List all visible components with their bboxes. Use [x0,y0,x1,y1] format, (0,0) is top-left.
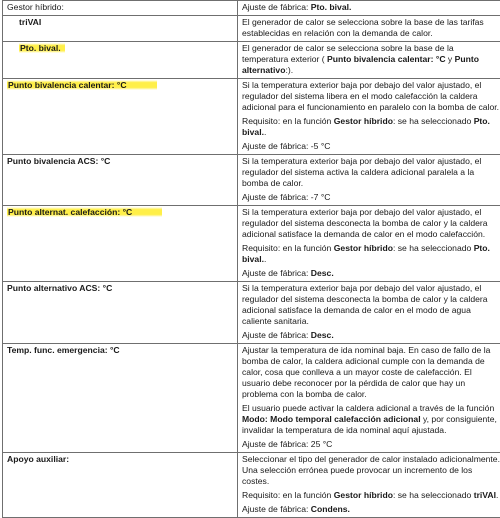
description-text: Ajuste de fábrica: -7 °C [242,192,330,202]
description-paragraph [242,403,500,436]
parameter-label: Temp. func. emergencia: °C [7,345,120,355]
description-paragraph [242,156,500,189]
description-text: El usuario puede activar la caldera adicional a través de la función [242,403,494,413]
description-text: : se ha seleccionado [393,243,474,253]
parameter-cell [3,79,238,155]
bold-term: triVAI [474,490,496,500]
bold-term: Pto. bival. [242,243,490,264]
description-text: y, por consiguiente, invalidar la temperatura de ida nominal aquí ajustada. [242,414,497,435]
description-cell [238,344,500,453]
bold-term: Desc. [311,330,334,340]
description-paragraph [242,330,500,341]
parameter-cell [3,1,238,16]
bold-term: Condens. [311,504,350,514]
table-row [3,344,500,453]
description-paragraph [242,243,500,265]
description-text: y [446,54,455,64]
description-text: Ajuste de fábrica: -5 °C [242,141,330,151]
parameter-label: Gestor híbrido: [7,2,64,12]
bold-term: Modo: Modo temporal calefacción adicional [242,414,421,424]
parameter-cell [3,16,238,42]
description-cell [238,282,500,344]
table-row [3,42,500,79]
description-text: . [264,127,266,137]
table-row [3,79,500,155]
bold-term: Gestor híbrido [334,243,393,253]
description-paragraph [242,439,500,450]
description-text: Si la temperatura exterior baja por debajo del valor ajustado, el regulador del sistema activa la caldera adicional paralela a la bomba de calor. [242,156,481,188]
description-text: Seleccionar el tipo del generador de calor instalado adicionalmente. Una selección errónea puede provocar un incremento de los costes. [242,454,500,486]
parameter-cell [3,155,238,206]
parameter-table-body [3,1,500,518]
description-paragraph [242,207,500,240]
description-text: Ajuste de fábrica: 25 °C [242,439,332,449]
description-text: Ajuste de fábrica: [242,2,311,12]
description-cell [238,79,500,155]
description-cell [238,42,500,79]
description-text: Si la temperatura exterior baja por debajo del valor ajustado, el regulador del sistema desconecta la bomba de calor y la caldera adicional satisface la demanda de calor en el modo calefacción. [242,207,488,239]
bold-term: Gestor híbrido [334,116,393,126]
parameter-cell [3,453,238,518]
description-text: El generador de calor se selecciona sobre la base de la temperatura exterior ( [242,43,454,64]
description-text: Si la temperatura exterior baja por debajo del valor ajustado, el regulador del sistema desconecta la bomba de calor y la caldera adicional satisface la demanda de calor en el modo de agua caliente sanitaria. [242,283,488,326]
description-paragraph [242,2,500,13]
description-text: Ajuste de fábrica: [242,268,311,278]
description-paragraph [242,283,500,327]
table-row [3,453,500,518]
description-text: El generador de calor se selecciona sobre la base de las tarifas establecidas en relación con la demanda de calor. [242,17,484,38]
description-paragraph [242,116,500,138]
description-cell [238,1,500,16]
bold-term: Pto. bival. [311,2,352,12]
parameter-label: Punto alternat. calefacción: °C [7,207,162,217]
bold-term: Desc. [311,268,334,278]
parameter-cell [3,282,238,344]
description-cell [238,206,500,282]
table-row [3,16,500,42]
description-paragraph [242,141,500,152]
description-text: Requisito: en la función [242,116,334,126]
description-text: :). [285,65,293,75]
description-paragraph [242,454,500,487]
bold-term: Pto. bival. [242,116,490,137]
description-text: : se ha seleccionado [393,116,474,126]
description-text: Si la temperatura exterior baja por debajo del valor ajustado, el regulador del sistema libera en el modo calefacción la caldera adicional para el funcionamiento en paralelo con la bomba de calor. [242,80,499,112]
parameter-cell [3,344,238,453]
description-text: Ajuste de fábrica: [242,330,311,340]
parameter-cell [3,42,238,79]
description-paragraph [242,504,500,515]
description-text: . [496,490,498,500]
bold-term: Punto bivalencia calentar: °C [327,54,446,64]
description-paragraph [242,192,500,203]
table-row [3,206,500,282]
description-cell [238,453,500,518]
parameter-table [2,0,500,518]
parameter-label: Punto bivalencia ACS: °C [7,156,110,166]
description-text: : se ha seleccionado [393,490,474,500]
description-text: . [264,254,266,264]
description-cell [238,16,500,42]
description-cell [238,155,500,206]
description-text: Requisito: en la función [242,243,334,253]
description-text: Requisito: en la función [242,490,334,500]
description-text: Ajustar la temperatura de ida nominal baja. En caso de fallo de la bomba de calor, la caldera adicional cumple con la demanda de calor, cosa que conlleva a un mayor coste de calefacción. El usuario debe reconocer por la pérdida de calor que hay un problema con la bomba de calor. [242,345,490,399]
table-row [3,282,500,344]
parameter-label: triVAI [19,17,41,27]
description-paragraph [242,345,500,400]
description-paragraph [242,43,500,76]
description-paragraph [242,80,500,113]
description-paragraph [242,268,500,279]
table-row [3,1,500,16]
parameter-cell [3,206,238,282]
parameter-label: Apoyo auxiliar: [7,454,69,464]
description-paragraph [242,17,500,39]
table-row [3,155,500,206]
parameter-label: Pto. bival. [19,43,65,53]
bold-term: Gestor híbrido [334,490,393,500]
description-text: Ajuste de fábrica: [242,504,311,514]
parameter-label: Punto alternativo ACS: °C [7,283,112,293]
parameter-label: Punto bivalencia calentar: °C [7,80,157,90]
bold-term: Punto alternativo [242,54,479,75]
